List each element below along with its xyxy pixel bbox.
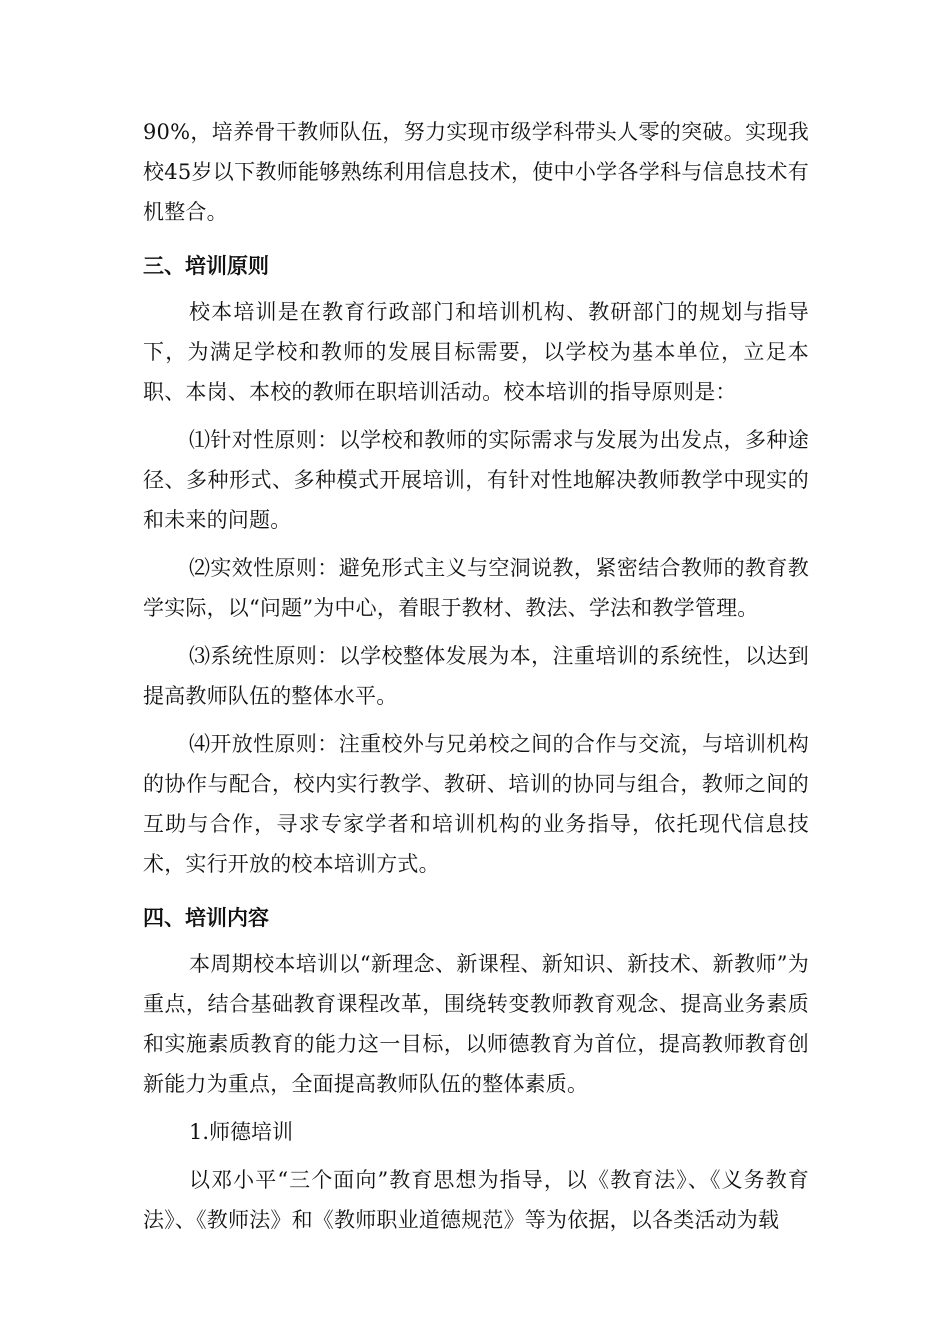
- principle-3: ⑶系统性原则：以学校整体发展为本，注重培训的系统性，以达到提高教师队伍的整体水平。: [143, 644, 809, 708]
- section-3-heading: 三、培训原则: [143, 254, 269, 278]
- document-page: [143, 112, 809, 1240]
- principle-1: ⑴针对性原则：以学校和教师的实际需求与发展为出发点，多种途径、多种形式、多种模式开展培训，有针对性地解决教师教学中现实的和未来的问题。: [143, 428, 809, 532]
- principle-2: ⑵实效性原则：避免形式主义与空洞说教，紧密结合教师的教育教学实际，以“问题”为中心，着眼于教材、教法、学法和教学管理。: [143, 556, 809, 620]
- section-3-intro: 校本培训是在教育行政部门和培训机构、教研部门的规划与指导下，为满足学校和教师的发展目标需要，以学校为基本单位，立足本职、本岗、本校的教师在职培训活动。校本培训的指导原则是：: [143, 300, 809, 404]
- subsection-1-text: 以邓小平“三个面向”教育思想为指导，以《教育法》、《义务教育法》、《教师法》和《教师职业道德规范》等为依据，以各类活动为载: [143, 1168, 809, 1232]
- section-4-intro: 本周期校本培训以“新理念、新课程、新知识、新技术、新教师”为重点，结合基础教育课程改革，围绕转变教师教育观念、提高业务素质和实施素质教育的能力这一目标，以师德教育为首位，提高教师教育创新能力为重点，全面提高教师队伍的整体素质。: [143, 952, 809, 1096]
- section-4-heading: 四、培训内容: [143, 906, 269, 930]
- principle-4: ⑷开放性原则：注重校外与兄弟校之间的合作与交流，与培训机构的协作与配合，校内实行教学、教研、培训的协同与组合，教师之间的互助与合作，寻求专家学者和培训机构的业务指导，依托现代信息技术，实行开放的校本培训方式。: [143, 732, 809, 876]
- continued-paragraph: 90%，培养骨干教师队伍，努力实现市级学科带头人零的突破。实现我校45岁以下教师能够熟练利用信息技术，使中小学各学科与信息技术有机整合。: [143, 120, 809, 224]
- subsection-1-heading: 1.师德培训: [189, 1120, 294, 1144]
